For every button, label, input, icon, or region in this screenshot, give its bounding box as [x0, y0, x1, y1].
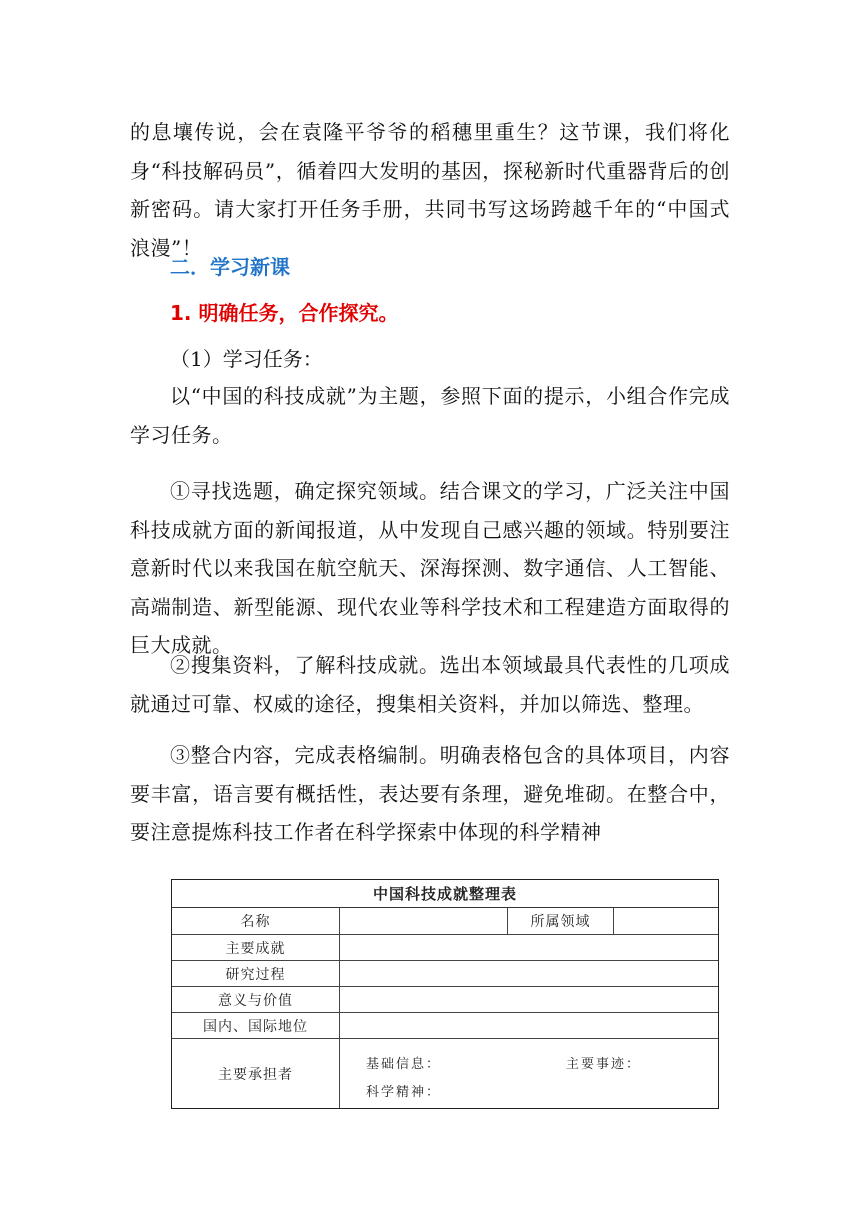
main-deeds-label: 主要事迹： [566, 1057, 642, 1072]
table-row [172, 908, 718, 935]
achievement-label: 主要成就 [225, 940, 286, 957]
name-value-cell [340, 908, 508, 934]
intro-paragraph: 的息壤传说，会在袁隆平爷爷的稻穗里重生？这节课，我们将化身“科技解码员”，循着四大发明的基因，探秘新时代重器背后的创新密码。请大家打开任务手册，共同书写这场跨越千年的“中国式浪漫”！ [130, 120, 730, 260]
status-label: 国内、国际地位 [203, 1018, 308, 1035]
table-row [172, 1039, 718, 1108]
section-heading: 二．学习新课 [170, 255, 290, 279]
sub-heading: 1. 明确任务，合作探究。 [170, 301, 399, 325]
step-3-paragraph: ③整合内容，完成表格编制。明确表格包含的具体项目，内容要丰富，语言要有概括性，表达要有条理，避免堆砌。在整合中，要注意提炼科技工作者在科学探索中体现的科学精神 [130, 743, 730, 844]
table-row [172, 935, 718, 961]
task-label: （1）学习任务： [170, 347, 323, 371]
status-value-cell [340, 1013, 720, 1038]
step-2-paragraph: ②搜集资料，了解科技成就。选出本领域最具代表性的几项成就通过可靠、权威的途径，搜集相关资料，并加以筛选、整理。 [130, 653, 730, 716]
significance-label: 意义与价值 [218, 992, 293, 1009]
spirit-label: 科学精神： [366, 1085, 442, 1100]
step-1-paragraph: ①寻找选题，确定探究领域。结合课文的学习，广泛关注中国科技成就方面的新闻报道，从中发现自己感兴趣的领域。特别要注意新时代以来我国在航空航天、深海探测、数字通信、人工智能、高端制造、新型能源、现代农业等科学技术和工程建造方面取得的巨大成就。 [130, 479, 730, 657]
basic-info-label: 基础信息： [366, 1057, 442, 1072]
name-label: 名称 [240, 914, 271, 930]
field-label: 所属领域 [530, 914, 591, 930]
table-title: 中国科技成就整理表 [172, 880, 718, 908]
field-value-cell [614, 908, 720, 934]
achievement-table [171, 879, 719, 1109]
task-intro-paragraph: 以“中国的科技成就”为主题，参照下面的提示，小组合作完成学习任务。 [130, 384, 730, 447]
process-value-cell [340, 961, 720, 986]
process-label: 研究过程 [225, 966, 286, 983]
bearer-value-cell [340, 1039, 720, 1108]
bearer-label: 主要承担者 [218, 1066, 293, 1083]
table-row [172, 1013, 718, 1039]
table-row [172, 987, 718, 1013]
significance-value-cell [340, 987, 720, 1012]
achievement-value-cell [340, 935, 720, 960]
table-row [172, 961, 718, 987]
